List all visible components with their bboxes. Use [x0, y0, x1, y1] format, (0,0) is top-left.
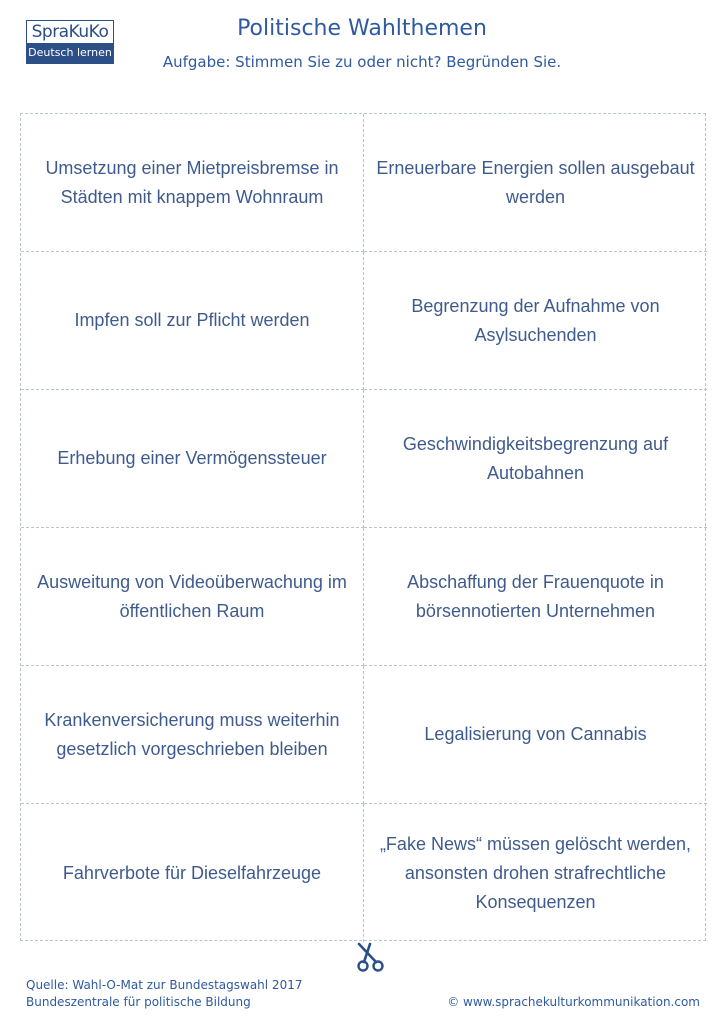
source-line-2: Bundeszentrale für politische Bildung — [26, 995, 251, 1009]
scissors-icon — [356, 942, 386, 974]
topic-card-text: Fahrverbote für Dieselfahrzeuge — [62, 862, 322, 883]
topic-card — [21, 804, 364, 942]
topic-card-text: Legalisierung von Cannabis — [424, 724, 647, 744]
source-line-1: Quelle: Wahl-O-Mat zur Bundestagswahl 2017 — [26, 978, 303, 992]
topic-card — [21, 390, 364, 528]
topic-card-text: Umsetzung einer Mietpreisbremse in Städten mit knappem Wohnraum — [45, 157, 339, 207]
topic-card-text: Erneuerbare Energien sollen ausgebaut werden — [376, 157, 695, 207]
topic-card-text: Abschaffung der Frauenquote in börsennotierten Unternehmen — [407, 571, 664, 621]
topic-card — [21, 252, 364, 390]
topic-card-text: Krankenversicherung muss weiterhin gesetzlich vorgeschrieben bleiben — [44, 709, 340, 759]
topic-card-text: Impfen soll zur Pflicht werden — [74, 310, 310, 330]
topic-card — [21, 528, 364, 666]
topic-card-text: Erhebung einer Vermögenssteuer — [57, 448, 327, 468]
page-title: Politische Wahlthemen — [237, 16, 487, 41]
copyright-link[interactable]: © www.sprachekulturkommunikation.com — [447, 995, 700, 1009]
topic-card — [364, 666, 707, 804]
task-instruction: Aufgabe: Stimmen Sie zu oder nicht? Begründen Sie. — [162, 53, 562, 71]
card-grid — [20, 113, 706, 941]
topic-card — [21, 114, 364, 252]
logo-brand: SpraKuKo — [27, 21, 113, 43]
topic-card — [364, 390, 707, 528]
topic-card-text: Begrenzung der Aufnahme von Asylsuchenden — [411, 295, 660, 345]
topic-card-text: Ausweitung von Videoüberwachung im öffentlichen Raum — [37, 571, 347, 621]
topic-card — [364, 804, 707, 942]
topic-card — [364, 528, 707, 666]
topic-card — [21, 666, 364, 804]
topic-card — [364, 252, 707, 390]
source-note — [26, 977, 302, 1011]
topic-card-text: „Fake News“ müssen gelöscht werden, ansonsten drohen strafrechtliche Konsequenzen — [379, 833, 692, 912]
topic-card-text: Geschwindigkeitsbegrenzung auf Autobahnen — [402, 433, 669, 483]
logo-tagline: Deutsch lernen — [28, 46, 112, 59]
topic-card — [364, 114, 707, 252]
